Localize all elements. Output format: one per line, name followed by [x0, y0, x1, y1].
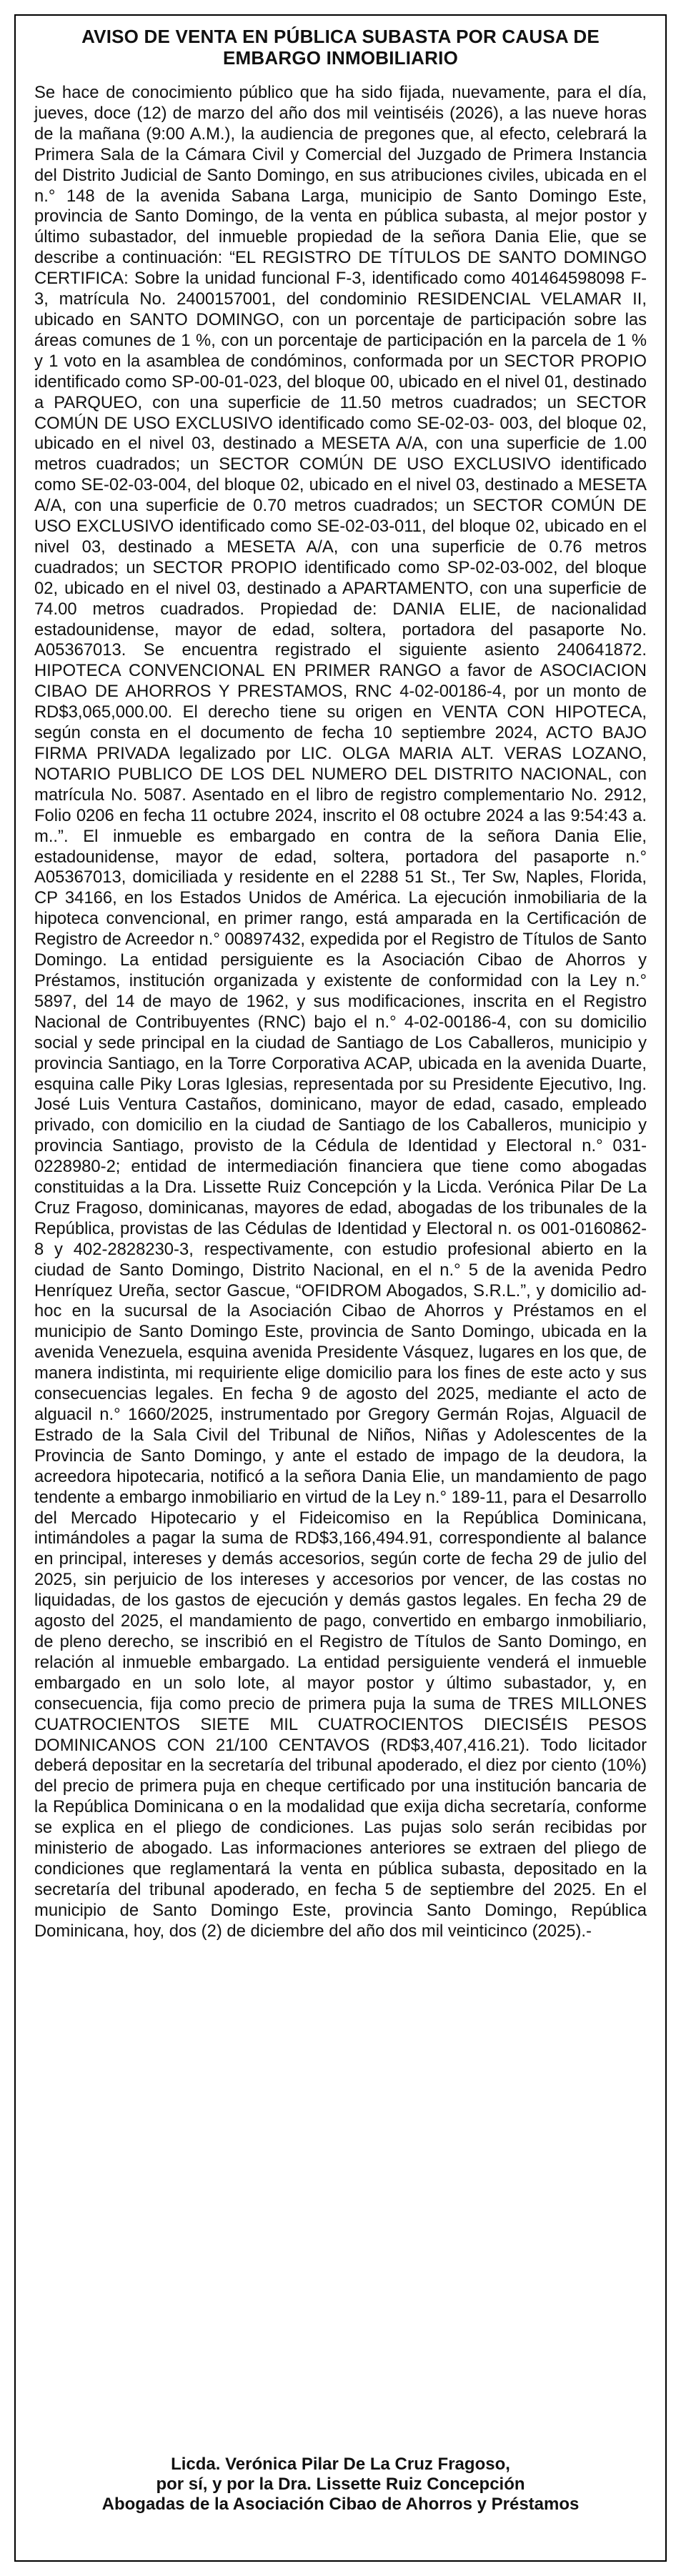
signature-line-2: por sí, y por la Dra. Lissette Ruiz Concepción — [156, 2475, 525, 2494]
signature-block — [34, 2455, 647, 2515]
notice-body: Se hace de conocimiento público que ha sido fijada, nuevamente, para el día, jueves, doce (12) de marzo del año dos mil veintiséis (2026), a las nueve horas de la mañana (9:00 A.M.), la audiencia de pregones que, al efecto, celebrará la Primera Sala de la Cámara Civil y Comercial del Juzgado de Primera Instancia del Distrito Judicial de Santo Domingo, en sus atribuciones civiles, ubicada en el n.° 148 de la avenida Sabana Larga, municipio de Santo Domingo Este, provincia de Santo Domingo, de la venta en pública subasta, al mejor postor y último subastador, del inmueble propiedad de la señora Dania Elie, que se describe a continuación: “EL REGISTRO DE TÍTULOS DE SANTO DOMINGO CERTIFICA: Sobre la unidad funcional F-3, identificado como 401464598098 F-3, matrícula No. 2400157001, del condominio RESIDENCIAL VELAMAR II, ubicado en SANTO DOMINGO, con un porcentaje de participación sobre las áreas comunes de 1 %, con un porcentaje de participación en la parcela de 1 % y 1 voto en la asamblea de condóminos, conformada por un SECTOR PROPIO identificado como SP-00-01-023, del bloque 00, ubicado en el nivel 01, destinado a PARQUEO, con una superficie de 11.50 metros cuadrados; un SECTOR COMÚN DE USO EXCLUSIVO identificado como SE-02-03- 003, del bloque 02, ubicado en el nivel 03, destinado a MESETA A/A, con una superficie de 1.00 metros cuadrados; un SECTOR COMÚN DE USO EXCLUSIVO identificado como SE-02-03-004, del bloque 02, ubicado en el nivel 03, destinado a MESETA A/A, con una superficie de 0.70 metros cuadrados; un SECTOR COMÚN DE USO EXCLUSIVO identificado como SE-02-03-011, del bloque 02, ubicado en el nivel 03, destinado a MESETA A/A, con una superficie de 0.76 metros cuadrados; un SECTOR PROPIO identificado como SP-02-03-002, del bloque 02, ubicado en el nivel 03, destinado a APARTAMENTO, con una superficie de 74.00 metros cuadrados. Propiedad de: DANIA ELIE, de nacionalidad estadounidense, mayor de edad, soltera, portadora del pasaporte No. A05367013. Se encuentra registrado el siguiente asiento 240641872. HIPOTECA CONVENCIONAL EN PRIMER RANGO a favor de ASOCIACION CIBAO DE AHORROS Y PRESTAMOS, RNC 4-02-00186-4, por un monto de RD$3,065,000.00. El derecho tiene su origen en VENTA CON HIPOTECA, según consta en el documento de fecha 10 septiembre 2024, ACTO BAJO FIRMA PRIVADA legalizado por LIC. OLGA MARIA ALT. VERAS LOZANO, NOTARIO PUBLICO DE LOS DEL NUMERO DEL DISTRITO NACIONAL, con matrícula No. 5087. Asentado en el libro de registro complementario No. 2912, Folio 0206 en fecha 11 octubre 2024, inscrito el 08 octubre 2024 a las 9:54:43 a. m..”. El inmueble es embargado en contra de la señora Dania Elie, estadounidense, mayor de edad, soltera, portadora del pasaporte n.° A05367013, domiciliada y residente en el 2288 51 St., Ter Sw, Naples, Florida, CP 34166, en los Estados Unidos de América. La ejecución inmobiliaria de la hipoteca convencional, en primer rango, está amparada en la Certificación de Registro de Acreedor n.° 00897432, expedida por el Registro de Títulos de Santo Domingo. La entidad persiguiente es la Asociación Cibao de Ahorros y Préstamos, institución organizada y existente de conformidad con la Ley n.° 5897, del 14 de mayo de 1962, y sus modificaciones, inscrita en el Registro Nacional de Contribuyentes (RNC) bajo el n.° 4-02-00186-4, con su domicilio social y sede principal en la ciudad de Santiago de Los Caballeros, municipio y provincia Santiago, en la Torre Corporativa ACAP, ubicada en la avenida Duarte, esquina calle Piky Loras Iglesias, representada por su Presidente Ejecutivo, Ing. José Luis Ventura Castaños, dominicano, mayor de edad, casado, empleado privado, con domicilio en la ciudad de Santiago de los Caballeros, municipio y provincia Santiago, provisto de la Cédula de Identidad y Electoral n.° 031-0228980-2; entidad de intermediación financiera que tiene como abogadas constituidas a la Dra. Lissette Ruiz Concepción y la Licda. Verónica Pilar De La Cruz Fragoso, dominicanas, mayores de edad, abogadas de los tribunales de la República, provistas de las Cédulas de Identidad y Electoral n. os 001-0160862-8 y 402-2828230-3, respectivamente, con estudio profesional abierto en la ciudad de Santo Domingo, Distrito Nacional, en el n.° 5 de la avenida Pedro Henríquez Ureña, sector Gascue, “OFIDROM Abogados, S.R.L.”, y domicilio ad-hoc en la sucursal de la Asociación Cibao de Ahorros y Préstamos en el municipio de Santo Domingo Este, provincia de Santo Domingo, ubicada en la avenida Venezuela, esquina avenida Presidente Vásquez, lugares en los que, de manera indistinta, mi requiriente elige domicilio para los fines de este acto y sus consecuencias legales. En fecha 9 de agosto del 2025, mediante el acto de alguacil n.° 1660/2025, instrumentado por Gregory Germán Rojas, Alguacil de Estrado de la Sala Civil del Tribunal de Niños, Niñas y Adolescentes de la Provincia de Santo Domingo, y ante el estado de impago de la deudora, la acreedora hipotecaria, notificó a la señora Dania Elie, un mandamiento de pago tendente a embargo inmobiliario en virtud de la Ley n.° 189-11, para el Desarrollo del Mercado Hipotecario y el Fideicomiso en la República Dominicana, intimándoles a pagar la suma de RD$3,166,494.91, correspondiente al balance en principal, intereses y demás accesorios, según corte de fecha 29 de julio del 2025, sin perjuicio de los intereses y accesorios por vencer, de las costas no liquidadas, de los gastos de ejecución y demás gastos legales. En fecha 29 de agosto del 2025, el mandamiento de pago, convertido en embargo inmobiliario, de pleno derecho, se inscribió en el Registro de Títulos de Santo Domingo, en relación al inmueble embargado. La entidad persiguiente venderá el inmueble embargado en un solo lote, al mayor postor y último subastador, y, en consecuencia, fija como precio de primera puja la suma de TRES MILLONES CUATROCIENTOS SIETE MIL CUATROCIENTOS DIECISÉIS PESOS DOMINICANOS CON 21/100 CENTAVOS (RD$3,407,416.21). Todo licitador deberá depositar en la secretaría del tribunal apoderado, el diez por ciento (10%) del precio de primera puja en cheque certificado por una institución bancaria de la República Dominicana o en la modalidad que exija dicha secretaría, conforme se explica en el pliego de condiciones. Las pujas solo serán recibidas por ministerio de abogado. Las informaciones anteriores se extraen del pliego de condiciones que reglamentará la venta en pública subasta, depositado en la secretaría del tribunal apoderado, en fecha 5 de septiembre del 2025. En el municipio de Santo Domingo Este, provincia Santo Domingo, República Dominicana, hoy, dos (2) de diciembre del año dos mil veinticinco (2025).- — [34, 83, 647, 1941]
legal-notice — [14, 14, 667, 2562]
signature-line-3: Abogadas de la Asociación Cibao de Ahorros y Préstamos — [101, 2495, 580, 2514]
notice-title-line-1: AVISO DE VENTA EN PÚBLICA SUBASTA POR CAUSA DE — [81, 26, 600, 47]
signature-line-1: Licda. Verónica Pilar De La Cruz Fragoso, — [171, 2455, 510, 2474]
notice-title-line-2: EMBARGO INMOBILIARIO — [223, 47, 458, 69]
notice-title — [44, 26, 637, 69]
